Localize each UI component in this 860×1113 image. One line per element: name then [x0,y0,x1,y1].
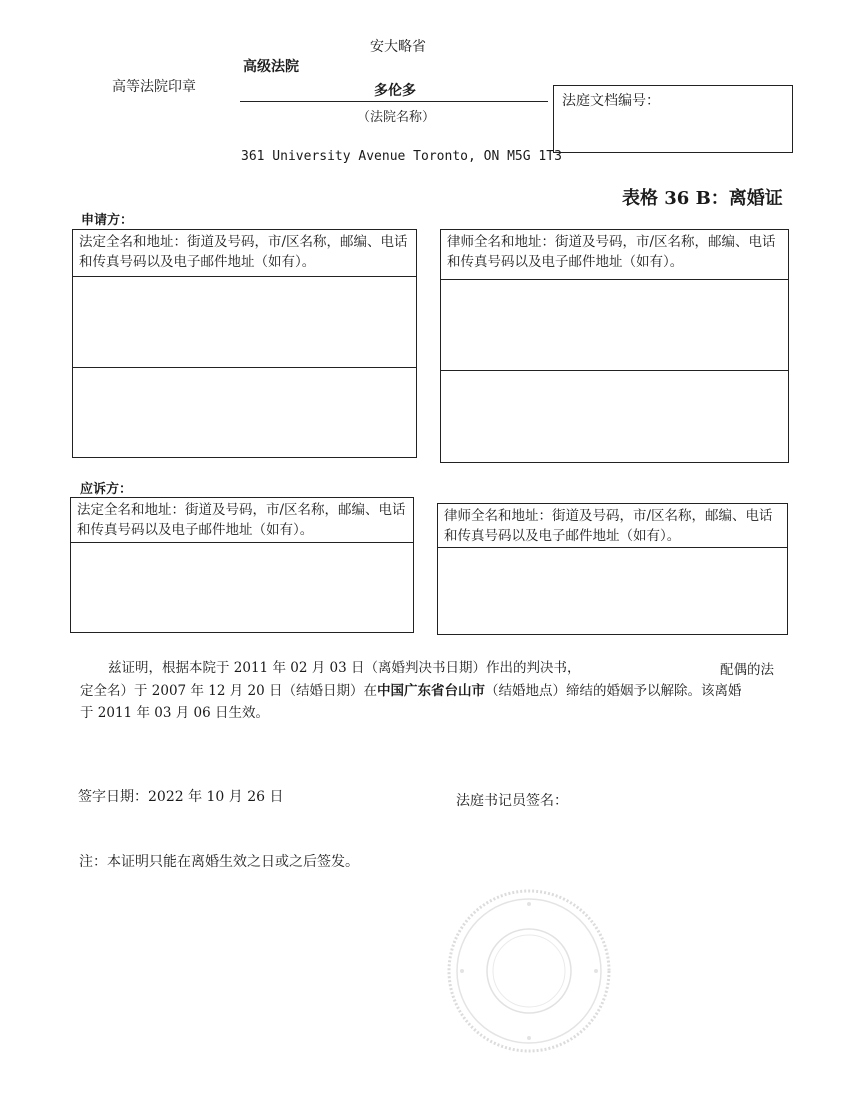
certificate-line-2-a: 定全名）于 2007 年 12 月 20 日（结婚日期）在 [80,683,377,699]
respondent-party-divider [71,542,413,543]
court-name-caption: （法院名称） [357,110,436,125]
court-name-underline [240,101,548,102]
applicant-section-label: 申请方： [81,213,134,228]
court-file-number-label: 法庭文档编号： [562,93,660,109]
applicant-lawyer-divider-1 [441,279,788,280]
court-seal-label: 高等法院印章 [112,79,196,95]
court-city: 多伦多 [374,83,416,99]
respondent-section-label: 应诉方： [80,482,133,497]
signing-date: 签字日期：2022 年 10 月 26 日 [78,789,284,805]
applicant-lawyer-box-label: 律师全名和地址：街道及号码，市/区名称，邮编、电话和传真号码以及电子邮件地址（如有）。 [447,234,776,270]
applicant-party-divider-2 [73,367,416,368]
marriage-place: 中国广东省台山市 [376,683,485,699]
province-heading: 安大略省 [370,39,426,55]
certificate-line-3: 于 2011 年 03 月 06 日生效。 [80,705,269,721]
certificate-line-1-right: 配偶的法 [720,662,774,678]
certificate-line-2-b: （结婚地点）缔结的婚姻予以解除。该离婚 [484,683,742,699]
applicant-lawyer-divider-2 [441,370,788,371]
court-file-number-box [553,85,793,153]
certificate-line-1: 兹证明，根据本院于 2011 年 02 月 03 日（离婚判决书日期）作出的判决书， [108,660,581,676]
applicant-party-box [72,229,417,458]
respondent-lawyer-divider [438,547,787,548]
court-level: 高级法院 [243,59,299,75]
respondent-party-box-label: 法定全名和地址：街道及号码，市/区名称，邮编、电话和传真号码以及电子邮件地址（如有）。 [77,502,406,538]
applicant-lawyer-box [440,229,789,463]
respondent-lawyer-box [437,503,788,635]
applicant-party-divider-1 [73,276,416,277]
notary-seal-icon [446,888,612,1054]
footnote: 注：本证明只能在离婚生效之日或之后签发。 [79,854,359,870]
applicant-party-box-label: 法定全名和地址：街道及号码，市/区名称，邮编、电话和传真号码以及电子邮件地址（如有）。 [79,234,408,270]
clerk-signature-label: 法庭书记员签名： [456,793,568,809]
certificate-line-2 [80,680,741,702]
respondent-party-box [70,497,414,633]
form-title: 表格 36 B：离婚证 [622,188,783,209]
respondent-lawyer-box-label: 律师全名和地址：街道及号码，市/区名称，邮编、电话和传真号码以及电子邮件地址（如有）。 [444,508,773,544]
court-address: 361 University Avenue Toronto, ON M5G 1T3 [241,149,562,164]
